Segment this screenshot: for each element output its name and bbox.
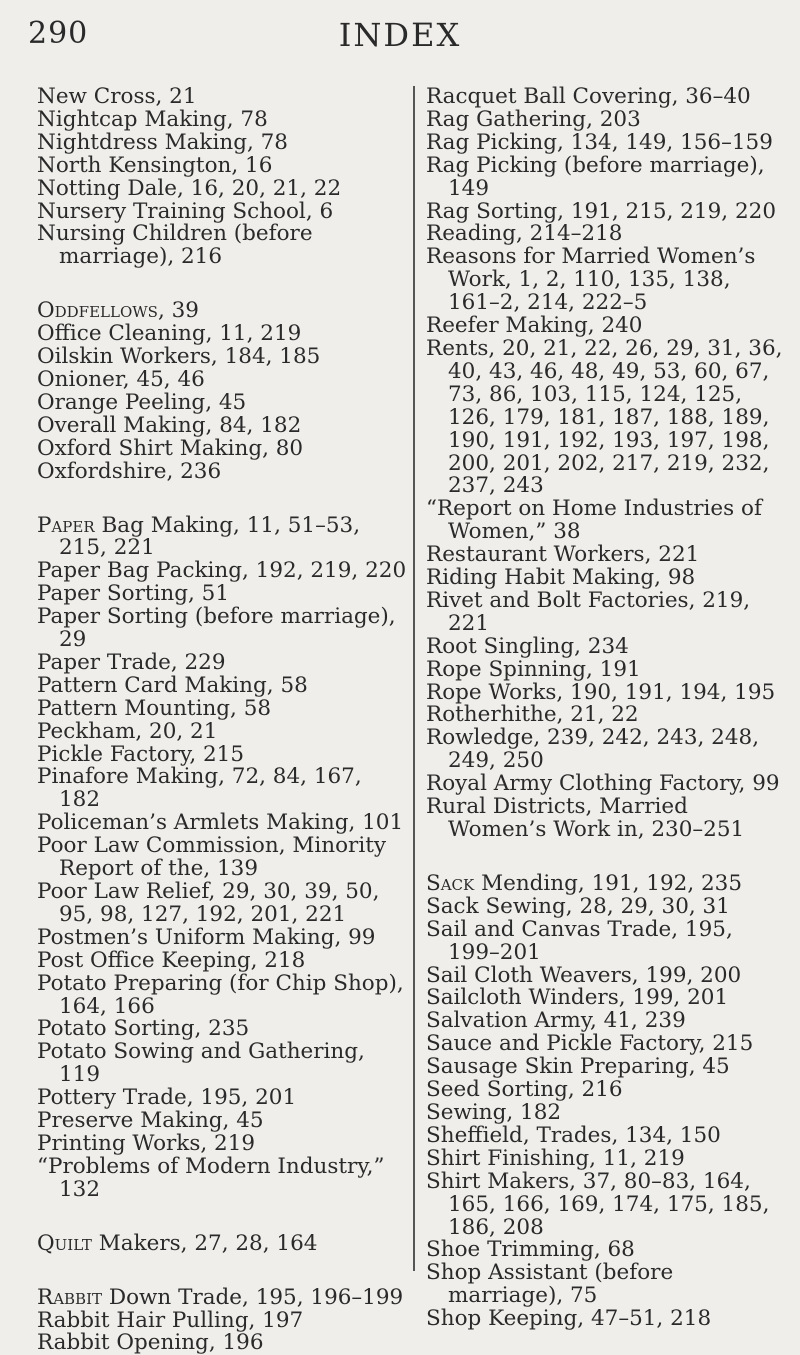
index-entry-text: Potato Sorting, 235 [37,1016,250,1042]
index-entry [37,300,407,323]
index-entry-text: Rag Gathering, 203 [426,106,641,132]
index-entry [37,458,407,484]
index-entry-text: Rowledge, 239, 242, 243, 248, 249, 250 [426,725,760,774]
index-entry [37,606,407,652]
index-entry-text: Rabbit Hair Pulling, 197 [37,1307,304,1333]
index-entry [426,1308,786,1331]
index-entry [37,1230,407,1256]
index-entry [37,366,407,392]
index-entry [426,987,786,1010]
index-entry-text: Restaurant Workers, 221 [426,542,700,568]
index-entry [37,152,407,178]
index-entry [426,152,786,201]
index-entry [37,718,407,744]
index-entry-text: Rag Picking, 134, 149, 156–159 [426,129,773,155]
index-entry-text: , 39 [157,298,199,324]
index-entry-text: Sail and Canvas Trade, 195, 199–201 [426,916,733,965]
index-entry-text: Pottery Trade, 195, 201 [37,1085,297,1111]
index-entry-head: Rabbit [37,1284,102,1310]
index-entry [426,870,786,896]
index-entry-text: Oilskin Workers, 184, 185 [37,344,321,370]
index-entry-text: Shirt Makers, 37, 80–83, 164, 165, 166, 169, 174, 175, 185, 186, 208 [426,1168,770,1240]
index-entry [37,1284,407,1310]
index-entry [426,773,786,796]
index-entry-text: Overall Making, 84, 182 [37,412,302,438]
index-entry [426,1033,786,1056]
index-entry [426,86,786,109]
index-entry-text: Reasons for Married Women’s Work, 1, 2, 110, 135, 138, 161–2, 214, 222–5 [426,244,756,316]
index-entry-text: “Report on Home Industries of Women,” 38 [426,496,762,545]
index-entry-head: Quilt [37,1230,92,1256]
index-entry [37,106,407,132]
index-entry-text: Oxfordshire, 236 [37,458,222,484]
index-entry-text: Poor Law Commission, Minority Report of the, 139 [37,833,386,882]
index-entry-text: Nightdress Making, 78 [37,129,288,155]
column-divider [413,86,415,1271]
index-entry-text: Bag Making, 11, 51–53, 215, 221 [59,512,361,561]
index-entry-text: Rabbit Opening, 196 [37,1330,264,1355]
index-entry [426,587,786,636]
index-entry [37,766,407,812]
index-entry [426,498,786,544]
index-entry [426,544,786,567]
index-entry-text: Paper Trade, 229 [37,649,226,675]
index-entry [37,223,407,269]
index-entry-head: Paper [37,512,95,538]
index-entry [426,1056,786,1079]
index-entry-text: Root Singling, 234 [426,633,629,659]
index-entry-text: Notting Dale, 16, 20, 21, 22 [37,175,342,201]
index-entry-text: Paper Sorting, 51 [37,581,230,607]
index-entry [37,86,407,109]
index-entry [37,695,407,721]
index-entry [37,881,407,927]
index-entry-text: Seed Sorting, 216 [426,1077,623,1103]
index-entry [426,704,786,727]
index-entry [37,970,407,1019]
index-entry [37,560,407,583]
index-entry [37,1307,407,1333]
index-entry [426,1262,786,1308]
index-entry-text: Nursing Children (before marriage), 216 [37,221,313,270]
index-entry-text: Rope Works, 190, 191, 194, 195 [426,679,776,705]
index-entry [426,1168,786,1240]
index-entry [37,835,407,881]
index-entry [37,1153,407,1202]
index-entry [426,223,786,246]
index-entry-text: “Problems of Modern Industry,” 132 [37,1153,385,1202]
index-entry [37,583,407,606]
index-entry-text: Nightcap Making, 78 [37,106,268,132]
index-entry-text: Onioner, 45, 46 [37,366,205,392]
index-entry-text: Pattern Mounting, 58 [37,695,272,721]
index-entry [37,323,407,346]
index-column-right [426,86,786,1331]
index-entry [426,1079,786,1102]
index-entry-text: Preserve Making, 45 [37,1108,264,1134]
index-entry [37,1110,407,1133]
index-entry-text: Pickle Factory, 215 [37,741,245,767]
index-entry [37,512,407,561]
index-entry [426,656,786,682]
page-number: 290 [28,16,89,51]
index-entry-text: Riding Habit Making, 98 [426,565,696,591]
index-entry-text: Rope Spinning, 191 [426,656,641,682]
index-entry [426,567,786,590]
index-entry-text: Orange Peeling, 45 [37,389,247,415]
index-entry [426,1010,786,1033]
index-entry-text: Office Cleaning, 11, 219 [37,321,302,347]
index-entry-text: Rents, 20, 21, 22, 26, 29, 31, 36, 40, 43, 46, 48, 49, 53, 60, 67, 73, 86, 103, 115, 124, 125, 126, 179, 181, 187, 188, 189, 190, 191, 192, 193, 197, 198, 200, 201, 202, 217, 219, 232, 237, 243 [426,335,783,499]
index-entry [37,1130,407,1156]
index-entry-head: Oddfellows [37,298,158,324]
index-entry [426,129,786,155]
index-entry-text: Peckham, 20, 21 [37,718,218,744]
index-entry-text: Down Trade, 195, 196–199 [102,1284,404,1310]
index-entry-text: New Cross, 21 [37,84,197,109]
index-entry-text: Makers, 27, 28, 164 [91,1230,318,1256]
index-entry-text: Policeman’s Armlets Making, 101 [37,810,404,836]
index-entry [426,1145,786,1171]
index-entry [426,962,786,988]
index-entry [426,1239,786,1262]
index-entry-text: Rural Districts, Married Women’s Work in, 230–251 [426,794,745,842]
index-entry-text: Mending, 191, 192, 235 [474,870,743,896]
index-entry-text: Sauce and Pickle Factory, 215 [426,1031,754,1057]
index-entry-text: Rotherhithe, 21, 22 [426,702,639,728]
index-entry [37,389,407,415]
index-entry [37,412,407,438]
index-entry-text: Pinafore Making, 72, 84, 167, 182 [37,764,362,813]
index-entry-text: Royal Army Clothing Factory, 99 [426,771,780,797]
index-entry [426,246,786,315]
index-entry [426,1122,786,1148]
index-entry [426,633,786,659]
index-entry-text: Racquet Ball Covering, 36–40 [426,84,751,109]
index-entry-text: North Kensington, 16 [37,152,273,178]
index-entry-text: Potato Sowing and Gathering, 119 [37,1039,365,1088]
index-entry-text: Nursery Training School, 6 [37,198,334,224]
index-entry-text: Rag Sorting, 191, 215, 219, 220 [426,198,776,224]
index-entry-text: Printing Works, 219 [37,1130,256,1156]
index-entry-text: Potato Preparing (for Chip Shop), 164, 166 [37,970,404,1019]
index-entry-head: Sack [426,870,475,896]
index-entry-text: Rag Picking (before marriage), 149 [426,152,765,201]
index-entry [37,812,407,835]
index-entry-text: Reading, 214–218 [426,221,623,247]
index-entry-text: Salvation Army, 41, 239 [426,1008,686,1034]
index-entry-text: Post Office Keeping, 218 [37,947,306,973]
index-entry [426,727,786,773]
index-entry [426,198,786,224]
running-header [0,0,800,70]
index-entry [37,435,407,461]
index-entry [37,1332,407,1355]
index-entry [37,198,407,224]
index-entry-text: Sail Cloth Weavers, 199, 200 [426,962,742,988]
index-entry [426,916,786,965]
index-entry [426,679,786,705]
index-entry-text: Shop Assistant (before marriage), 75 [426,1260,674,1309]
index-entry [37,346,407,369]
index-column-left [37,86,407,1355]
index-entry [37,649,407,675]
index-entry [426,893,786,919]
index-entry [426,1099,786,1125]
index-entry-text: Sack Sewing, 28, 29, 30, 31 [426,893,730,919]
index-entry-text: Paper Sorting (before marriage), 29 [37,604,396,653]
index-entry-text: Poor Law Relief, 29, 30, 39, 50, 95, 98, 127, 192, 201, 221 [37,879,380,927]
index-entry-text: Oxford Shirt Making, 80 [37,435,304,461]
index-entry [37,672,407,698]
index-entry-text: Sailcloth Winders, 199, 201 [426,985,729,1011]
index-entry-text: Pattern Card Making, 58 [37,672,308,698]
page-title: INDEX [338,16,462,54]
index-entry-text: Postmen’s Uniform Making, 99 [37,924,376,950]
index-entry [37,175,407,201]
index-entry-text: Reefer Making, 240 [426,313,643,339]
index-entry-text: Rivet and Bolt Factories, 219, 221 [426,587,751,636]
index-entry [37,1041,407,1087]
index-entry-text: Shop Keeping, 47–51, 218 [426,1306,712,1332]
index-entry-text: Shoe Trimming, 68 [426,1237,635,1263]
index-entry-text: Sausage Skin Preparing, 45 [426,1054,730,1080]
index-entry [37,947,407,973]
index-entry [37,129,407,155]
index-entry-text: Paper Bag Packing, 192, 219, 220 [37,558,407,584]
index-entry [426,106,786,132]
index-entry [37,924,407,950]
index-entry-text: Sheffield, Trades, 134, 150 [426,1122,721,1148]
index-entry [426,335,786,499]
index-entry [37,1018,407,1041]
index-entry [37,1087,407,1110]
index-entry [426,796,786,842]
index-entry-text: Shirt Finishing, 11, 219 [426,1145,685,1171]
index-entry [37,741,407,767]
index-entry-text: Sewing, 182 [426,1099,562,1125]
index-entry [426,315,786,338]
